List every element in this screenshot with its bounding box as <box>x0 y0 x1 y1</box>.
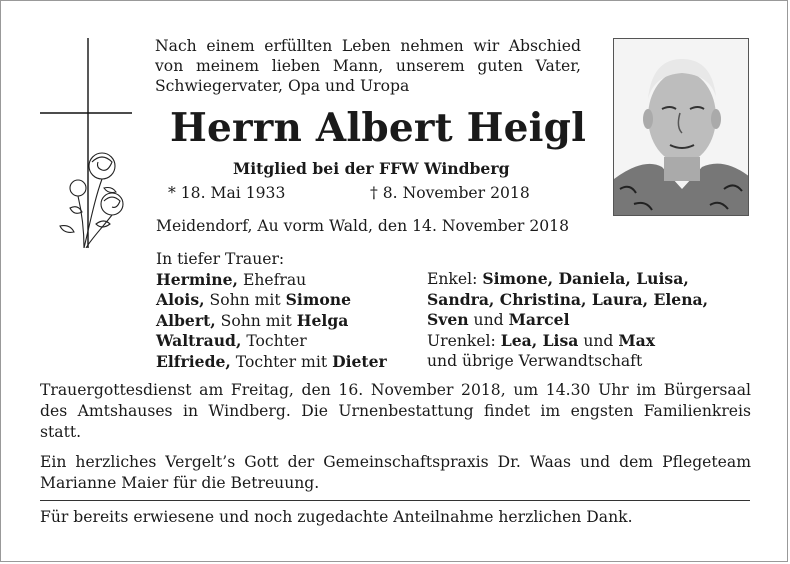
mourners-heading: In tiefer Trauer: <box>156 250 285 268</box>
intro-line-2: von meinem lieben Mann, unserem guten Vater, <box>155 57 581 75</box>
deceased-name: Herrn Albert Heigl <box>170 105 587 151</box>
conjunction: und <box>468 311 509 329</box>
divider <box>40 500 750 501</box>
cross-icon <box>40 38 132 248</box>
service-line-2: des Amtshauses in Windberg. Die Urnenbestattung findet im engsten Familienkreis <box>40 402 751 420</box>
mourner-row <box>156 270 387 291</box>
great-grandchild-name: Max <box>618 330 656 350</box>
intro-line-1: Nach einem erfüllten Leben nehmen wir Abschied <box>155 37 581 55</box>
mourner-partner: Dieter <box>332 351 387 371</box>
grandchildren-names-1: Simone, Daniela, Luisa, <box>482 269 689 288</box>
mourner-row <box>156 352 387 373</box>
mourner-relation: Sohn mit <box>204 291 286 309</box>
mourner-relation: Sohn mit <box>215 311 297 330</box>
grandchild-name: Sven <box>427 310 469 329</box>
relatives-line: und übrige Verwandtschaft <box>427 352 643 370</box>
roses-icon <box>60 153 123 248</box>
grandchildren-line-3 <box>427 310 708 331</box>
intro-line-3: Schwiegervater, Opa und Uropa <box>155 77 410 95</box>
mourner-relation: Ehefrau <box>237 270 307 289</box>
portrait-photo <box>613 38 749 216</box>
thanks-line-2: Marianne Maier für die Betreuung. <box>40 474 320 492</box>
great-grandchildren-label: Urenkel: <box>427 331 501 350</box>
grandchildren-line-1 <box>427 269 708 290</box>
service-line-3: statt. <box>40 423 82 441</box>
grandchildren-label: Enkel: <box>427 270 483 288</box>
great-grandchildren-names: Lea, Lisa <box>500 330 579 350</box>
thanks-line-1: Ein herzliches Vergelt’s Gott der Gemeinschaftspraxis Dr. Waas und dem Pflegeteam <box>40 453 751 471</box>
mourner-row <box>156 331 387 352</box>
great-grandchildren-line <box>427 331 708 352</box>
mourner-name: Elfriede, <box>156 351 231 371</box>
place-date: Meidendorf, Au vorm Wald, den 14. November 2018 <box>156 217 570 235</box>
grandchild-name: Marcel <box>508 310 570 329</box>
death-date: † 8. November 2018 <box>370 184 530 202</box>
conjunction: und <box>578 331 619 350</box>
mourner-row <box>156 311 387 332</box>
mourner-relation: Tochter mit <box>230 352 333 371</box>
mourners-family <box>156 249 387 372</box>
service-announcement <box>40 380 751 443</box>
mourners-descendants <box>427 269 708 372</box>
membership: Mitglied bei der FFW Windberg <box>233 159 510 178</box>
mourner-name: Albert, <box>156 310 216 330</box>
mourner-relation: Tochter <box>241 332 307 350</box>
mourner-partner: Helga <box>296 310 349 330</box>
thanks-caregivers <box>40 452 751 494</box>
mourner-name: Hermine, <box>156 269 238 289</box>
intro-text <box>155 36 581 96</box>
mourner-name: Waltraud, <box>156 331 242 350</box>
service-line-1: Trauergottesdienst am Freitag, den 16. November 2018, um 14.30 Uhr im Bürgersaal <box>40 381 751 399</box>
grandchildren-line-2: Sandra, Christina, Laura, Elena, <box>427 289 709 309</box>
mourner-name: Alois, <box>156 290 205 309</box>
birth-date: * 18. Mai 1933 <box>168 184 286 202</box>
mourner-row <box>156 290 387 311</box>
mourner-partner: Simone <box>285 290 351 309</box>
closing-thanks: Für bereits erwiesene und noch zugedachte Anteilnahme herzlichen Dank. <box>40 508 633 526</box>
